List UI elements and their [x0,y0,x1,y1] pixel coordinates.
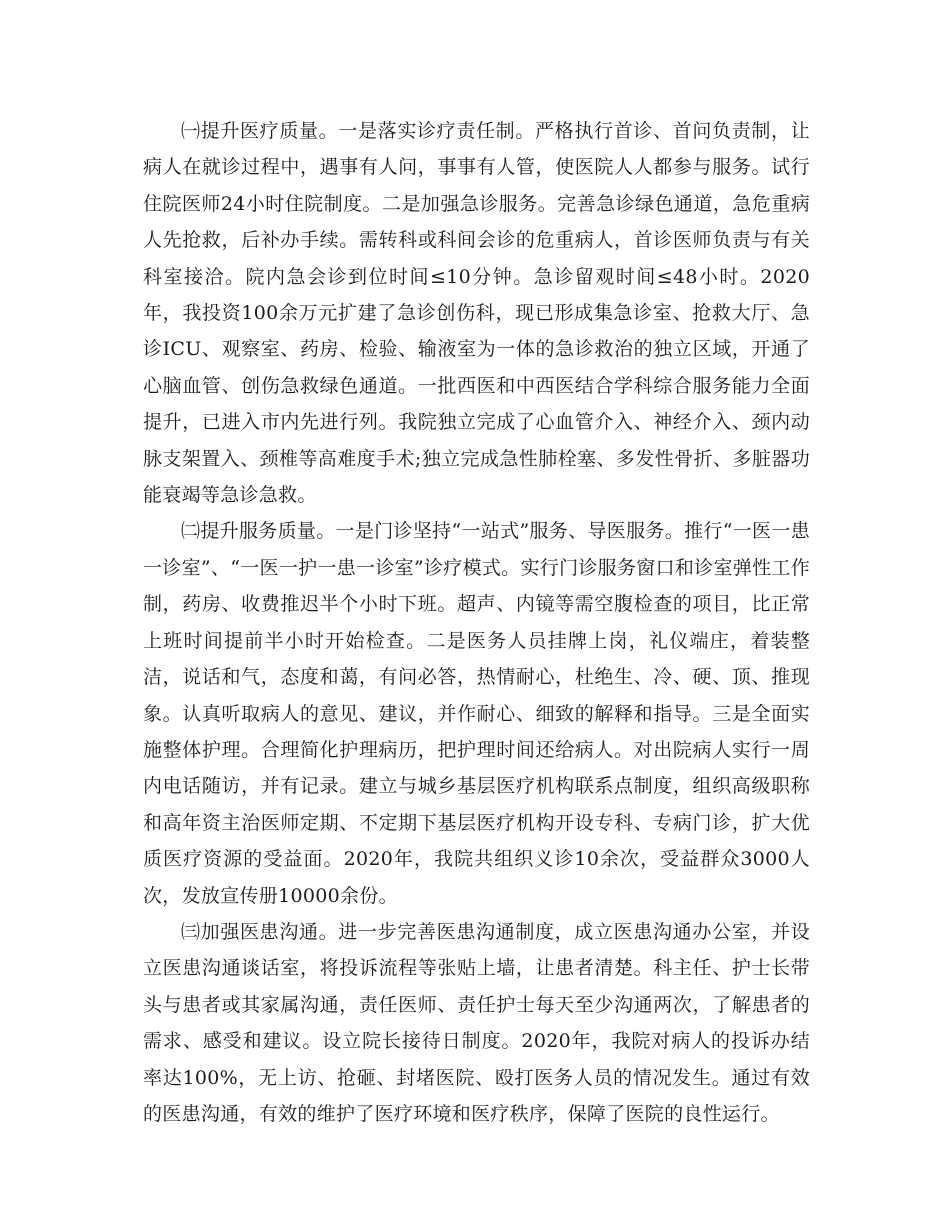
document-body [143,113,810,1132]
paragraph-service-quality: ㈡提升服务质量。一是门诊坚持“一站式”服务、导医服务。推行“一医一患一诊室”、“一医一护一患一诊室”诊疗模式。实行门诊服务窗口和诊室弹性工作制，药房、收费推迟半个小时下班。超声、内镜等需空腹检查的项目，比正常上班时间提前半小时开始检查。二是医务人员挂牌上岗，礼仪端庄，着装整洁，说话和气，态度和蔼，有问必答，热情耐心，杜绝生、冷、硬、顶、推现象。认真听取病人的意见、建议，并作耐心、细致的解释和指导。三是全面实施整体护理。合理简化护理病历，把护理时间还给病人。对出院病人实行一周内电话随访，并有记录。建立与城乡基层医疗机构联系点制度，组织高级职称和高年资主治医师定期、不定期下基层医疗机构开设专科、专病门诊，扩大优质医疗资源的受益面。2020年，我院共组织义诊10余次，受益群众3000人次，发放宣传册10000余份。 [143,520,810,907]
paragraph-doctor-patient-communication: ㈢加强医患沟通。进一步完善医患沟通制度，成立医患沟通办公室，并设立医患沟通谈话室，将投诉流程等张贴上墙，让患者清楚。科主任、护士长带头与患者或其家属沟通，责任医师、责任护士每天至少沟通两次，了解患者的需求、感受和建议。设立院长接待日制度。2020年，我院对病人的投诉办结率达100%，无上访、抢砸、封堵医院、殴打医务人员的情况发生。通过有效的医患沟通，有效的维护了医疗环境和医疗秩序，保障了医院的良性运行。 [143,920,810,1125]
paragraph-medical-quality: ㈠提升医疗质量。一是落实诊疗责任制。严格执行首诊、首问负责制，让病人在就诊过程中，遇事有人问，事事有人管，使医院人人都参与服务。试行住院医师24小时住院制度。二是加强急诊服务。完善急诊绿色通道，急危重病人先抢救，后补办手续。需转科或科间会诊的危重病人，首诊医师负责与有关科室接洽。院内急会诊到位时间≤10分钟。急诊留观时间≤48小时。2020年，我投资100余万元扩建了急诊创伤科，现已形成集急诊室、抢救大厅、急诊ICU、观察室、药房、检验、输液室为一体的急诊救治的独立区域，开通了心脑血管、创伤急救绿色通道。一批西医和中西医结合学科综合服务能力全面提升，已进入市内先进行列。我院独立完成了心血管介入、神经介入、颈内动脉支架置入、颈椎等高难度手术;独立完成急性肺栓塞、多发性骨折、多脏器功能衰竭等急诊急救。 [143,120,810,507]
